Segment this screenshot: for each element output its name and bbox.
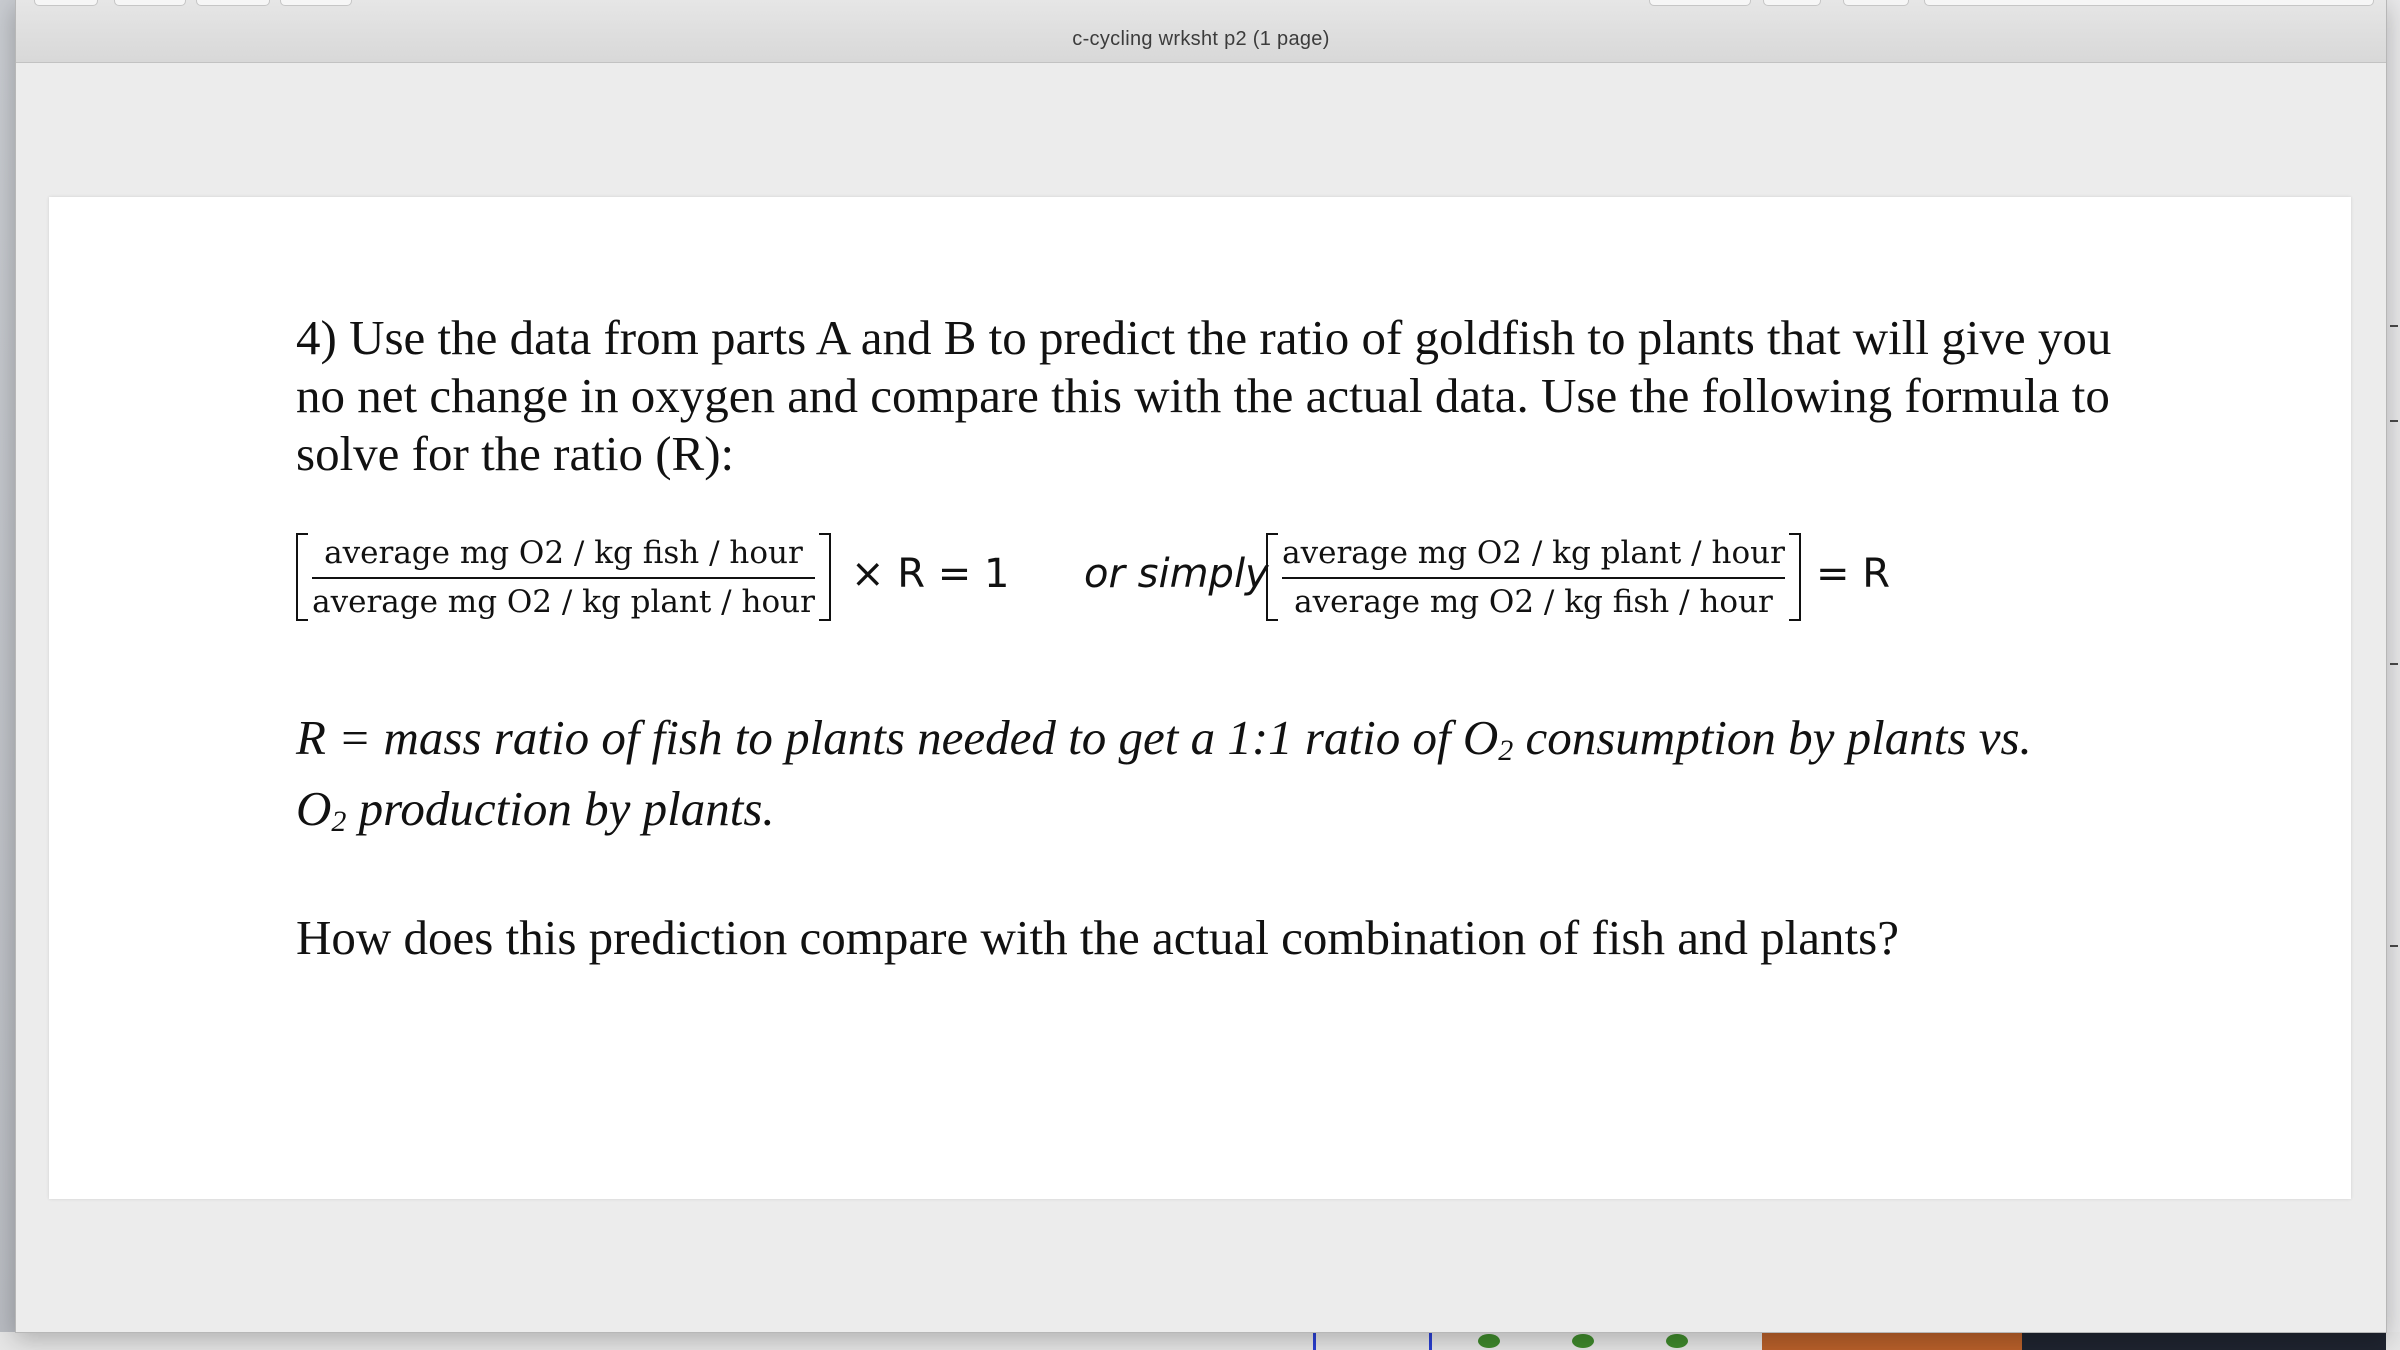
toolbar-button[interactable] xyxy=(114,0,186,6)
fraction-bar xyxy=(1282,577,1785,579)
background-graphic xyxy=(1429,1332,1432,1350)
question-text: 4) Use the data from parts A and B to predict the ratio of goldfish to plants that will give you no net change in oxygen and compare this with the actual data. Use the following formula to solve for the ratio (R): xyxy=(296,310,2112,481)
background-mark xyxy=(2390,663,2398,665)
left-numerator: average mg O2 / kg fish / hour xyxy=(324,535,803,571)
window-toolbar xyxy=(16,0,2386,63)
subscript: 2 xyxy=(1498,734,1514,767)
background-graphic xyxy=(1572,1334,1594,1348)
background-window-edge[interactable] xyxy=(2386,0,2400,1350)
toolbar-button[interactable] xyxy=(280,0,352,6)
search-field[interactable] xyxy=(1924,0,2374,6)
background-graphic xyxy=(1762,1332,2022,1350)
toolbar-button[interactable] xyxy=(1843,0,1909,6)
toolbar-button[interactable] xyxy=(34,0,98,6)
toolbar-button[interactable] xyxy=(1649,0,1751,6)
toolbar-button[interactable] xyxy=(196,0,270,6)
background-mark xyxy=(2390,420,2398,422)
background-graphic xyxy=(1666,1334,1688,1348)
left-fraction xyxy=(296,529,831,629)
subscript: 2 xyxy=(331,805,347,838)
window-title: c-cycling wrksht p2 (1 page) xyxy=(1072,28,1330,50)
right-fraction xyxy=(1266,529,1801,629)
right-denominator: average mg O2 / kg fish / hour xyxy=(1294,584,1773,620)
background-graphic xyxy=(2022,1332,2386,1350)
preview-window xyxy=(15,0,2387,1333)
ratio-formula xyxy=(296,529,2176,659)
definition-text: O xyxy=(296,781,332,836)
times-r-equals-one: × R = 1 xyxy=(851,551,1010,597)
background-mark xyxy=(2390,945,2398,947)
document-content xyxy=(296,309,2176,967)
background-graphic xyxy=(1478,1334,1500,1348)
right-bracket xyxy=(1789,533,1801,621)
fraction-bar xyxy=(312,577,815,579)
background-mark xyxy=(2390,325,2398,327)
definition-text: R = mass ratio of fish to plants needed to get a 1:1 ratio of O xyxy=(296,710,1499,765)
or-simply-label: or simply xyxy=(1084,551,1269,597)
right-numerator: average mg O2 / kg plant / hour xyxy=(1282,535,1785,571)
r-definition xyxy=(296,709,2156,851)
equals-r: = R xyxy=(1816,551,1891,597)
background-dock-strip xyxy=(0,1332,2400,1350)
definition-text: consumption by plants vs. xyxy=(1513,710,2032,765)
right-bracket xyxy=(819,533,831,621)
toolbar-button[interactable] xyxy=(1763,0,1821,6)
left-denominator: average mg O2 / kg plant / hour xyxy=(312,584,815,620)
comparison-prompt: How does this prediction compare with the actual combination of fish and plants? xyxy=(296,910,1899,965)
background-graphic xyxy=(1313,1332,1316,1350)
definition-text: production by plants. xyxy=(346,781,775,836)
document-page[interactable] xyxy=(49,197,2351,1199)
